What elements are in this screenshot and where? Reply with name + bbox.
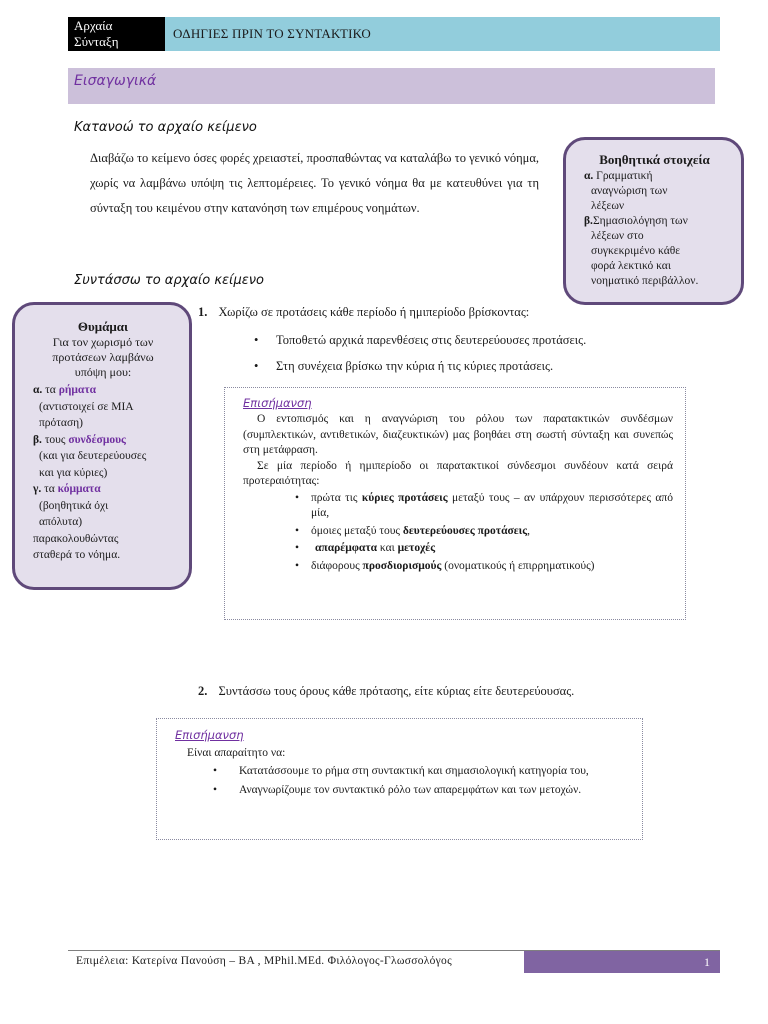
step1-text: Χωρίζω σε προτάσεις κάθε περίοδο ή ημιπερίοδο βρίσκοντας: <box>218 305 530 319</box>
note1-paragraph2: Σε μία περίοδο ή ημιπερίοδο οι παρατακτικοί σύνδεσμοι συνδέουν κατά σειρά προτεραιότητας: <box>243 459 673 487</box>
note1-b2-key: δευτερεύουσες προτάσεις <box>402 524 528 537</box>
reminder-b-key: συνδέσμους <box>68 433 126 446</box>
reminder-a-key: ρήματα <box>58 384 97 396</box>
subject-line-1: Αρχαία <box>74 18 113 33</box>
reminder-b-marker: β. <box>33 433 42 446</box>
note1-b1-pre: πρώτα τις <box>311 491 362 504</box>
page-number: 1 <box>524 951 720 973</box>
step2-text: Συντάσσω τους όρους κάθε πρότασης, είτε κύριας είτε δευτερεύουσας. <box>218 684 575 698</box>
note1-b1-key: κύριες προτάσεις <box>361 491 448 504</box>
footer-credit: Επιμέλεια: Κατερίνα Πανούση – ΒΑ , MPhil.MEd. Φιλόλογος-Γλωσσολόγος <box>76 955 452 967</box>
step1-bullet: • Στη συνέχεια βρίσκω την κύρια ή τις κύριες προτάσεις. <box>246 353 686 379</box>
note-box-1 <box>224 387 686 620</box>
reminder-b-pre: τους <box>41 433 69 446</box>
step1 <box>198 303 529 321</box>
note2-bullet: • Αναγνωρίζουμε τον συντακτικό ρόλο των απαρεμφάτων και των μετοχών. <box>205 782 630 798</box>
note1-b1-post: μεταξύ τους – αν υπάρχουν περισσότερες από μία, <box>311 491 673 519</box>
page-title: ΟΔΗΓΙΕΣ ΠΡΙΝ ΤΟ ΣΥΝΤΑΚΤΙΚΟ <box>165 17 720 51</box>
reminder-items <box>33 382 183 564</box>
note1-list <box>287 491 673 575</box>
note1-title: Επισήμανση <box>243 396 312 410</box>
reminder-c-note3: παρακολουθώντας <box>33 532 119 545</box>
step1-number: 1. <box>198 305 208 319</box>
reminder-c-pre: τα <box>41 483 58 495</box>
helper-a-line3: λέξεων <box>591 200 625 212</box>
subject-label <box>68 17 165 51</box>
note1-b3-mid: και <box>377 542 398 554</box>
note1-paragraph1: Ο εντοπισμός και η αναγνώριση του ρόλου των παρατακτικών συνδέσμων (συμπλεκτικών, αντιθετικών, διαζευκτικών) μας βοηθάει στη σωστή σύνταξη και συνεπώς στη μετάφραση. <box>243 413 673 456</box>
helper-box-title: Βοηθητικά στοιχεία <box>599 152 710 167</box>
reminder-a-note2: πρόταση) <box>39 417 83 429</box>
helper-a-marker: α. <box>584 170 594 182</box>
note1-b2-post: , <box>527 524 530 537</box>
reminder-c-marker: γ. <box>33 483 42 495</box>
reminder-a-pre: τα <box>42 384 59 396</box>
helper-item-b <box>584 214 733 289</box>
note2-title: Επισήμανση <box>175 728 244 742</box>
note1-bullet-2 <box>287 524 673 540</box>
note1-b4-pre: διάφορους <box>311 559 363 572</box>
note2-bullet: • Κατατάσσουμε το ρήμα στη συντακτική και σημασιολογική κατηγορία του, <box>205 763 630 779</box>
section1-heading: Κατανοώ το αρχαίο κείμενο <box>74 120 257 135</box>
reminder-c-key: κόμματα <box>57 483 101 495</box>
reminder-b-note1: (και για δευτερεύουσες <box>39 450 147 462</box>
reminder-a-note1: (αντιστοιχεί σε ΜΙΑ <box>39 400 134 413</box>
step2-number: 2. <box>198 684 208 698</box>
note1-b4-post: (ονοματικούς ή επιρρηματικούς) <box>441 559 595 572</box>
helper-b-marker: β. <box>584 215 593 227</box>
reminder-intro-line3: υπόψη μου: <box>74 365 132 379</box>
note1-b3-key2: μετοχές <box>397 542 436 554</box>
helper-b-line1: Σημασιολόγηση των <box>592 215 688 227</box>
step1-bullets <box>246 327 686 379</box>
note2-list <box>205 763 630 798</box>
reminder-c-note1: (βοηθητικά όχι <box>39 499 109 512</box>
helper-box <box>563 137 744 305</box>
reminder-a-marker: α. <box>33 384 43 396</box>
reminder-intro <box>23 335 183 380</box>
note1-body <box>243 412 673 574</box>
helper-b-line2: λέξεων στο <box>591 230 644 242</box>
note1-b4-key: προσδιορισμούς <box>362 559 442 572</box>
reminder-b-note2: και για κύριες) <box>39 466 108 479</box>
section2-heading: Συντάσσω το αρχαίο κείμενο <box>74 273 264 288</box>
note1-b2-pre: όμοιες μεταξύ τους <box>311 524 403 537</box>
note-box-2 <box>156 718 643 840</box>
reminder-c-note4: σταθερά το νόημα. <box>33 549 121 561</box>
note2-intro: Είναι απαραίτητο να: <box>187 747 286 759</box>
note1-b3-key1: απαρέμφατα <box>315 542 378 554</box>
helper-a-line1: Γραμματική <box>593 170 653 182</box>
note1-bullet-3 <box>287 541 673 557</box>
reminder-box-title: Θυμάμαι <box>77 319 129 334</box>
intro-band: Εισαγωγικά <box>68 68 715 104</box>
helper-b-line3: συγκεκριμένο κάθε <box>591 245 681 257</box>
reminder-box <box>12 302 192 590</box>
helper-a-line2: αναγνώριση των <box>591 185 668 197</box>
reminder-intro-line2: προτάσεων λαμβάνω <box>52 350 154 364</box>
helper-b-line4: φορά λεκτικό και <box>591 260 671 272</box>
reminder-intro-line1: Για τον χωρισμό των <box>52 335 154 349</box>
step1-bullet: • Τοποθετώ αρχικά παρενθέσεις στις δευτερεύουσες προτάσεις. <box>246 327 686 353</box>
subject-line-2: Σύνταξη <box>74 34 119 49</box>
helper-b-line5: νοηματικό περιβάλλον. <box>591 275 699 287</box>
reminder-c-note2: απόλυτα) <box>39 516 83 528</box>
note1-bullet-1 <box>287 491 673 522</box>
step2 <box>198 682 574 700</box>
helper-item-a <box>584 169 733 214</box>
section1-paragraph: Διαβάζω το κείμενο όσες φορές χρειαστεί, προσπαθώντας να καταλάβω το γενικό νόημα, χωρίς να λαμβάνω υπόψη τις λεπτομέρειες. Το γενικό νόημα θα με κατευθύνει για τη σύνταξη του κειμένου στην κατανόηση των επιμέρους νοημάτων. <box>90 151 539 215</box>
note1-bullet-4 <box>287 559 673 575</box>
